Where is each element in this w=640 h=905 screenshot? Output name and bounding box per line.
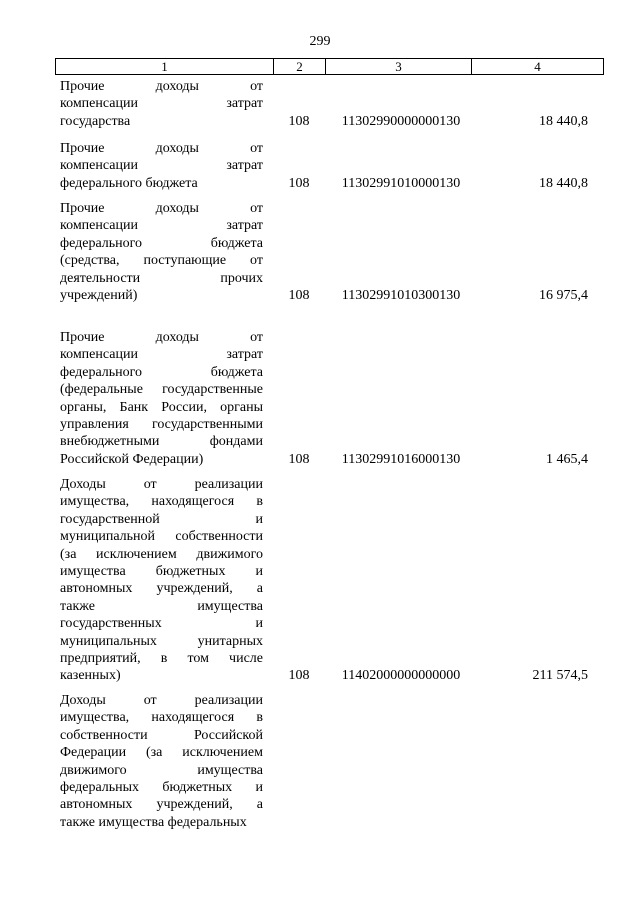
description-line: органы, Банк России, органы <box>60 399 263 415</box>
description-line: движимого имущества <box>60 762 263 778</box>
description-line: федерального бюджета <box>60 235 263 251</box>
row-admin-code: 108 <box>288 175 310 191</box>
row-kbk-code: 11302990000000130 <box>341 113 461 129</box>
header-col-2: 2 <box>274 59 326 74</box>
description-line: федерального бюджета <box>60 175 198 191</box>
table-header <box>55 58 604 75</box>
description-line: компенсации затрат <box>60 218 263 234</box>
row-admin-code: 108 <box>288 113 310 129</box>
description-line: государственных и <box>60 616 263 632</box>
row-kbk-code: 11402000000000000 <box>341 668 461 684</box>
description-line: имущества бюджетных и <box>60 564 263 580</box>
description-line: Доходы от реализации <box>60 477 263 492</box>
row-amount: 18 440,8 <box>539 113 588 129</box>
description-line: автономных учреждений, а <box>60 797 263 813</box>
header-col-3: 3 <box>326 59 472 74</box>
description-line: муниципальных унитарных <box>60 633 263 649</box>
description-line: деятельности прочих <box>60 270 263 286</box>
row-amount: 18 440,8 <box>539 175 588 191</box>
description-line: учреждений) <box>60 288 138 304</box>
description-line: имущества, находящегося в <box>60 494 263 510</box>
description-line: автономных учреждений, а <box>60 581 263 597</box>
row-kbk-code: 11302991016000130 <box>341 451 461 467</box>
description-line: Прочие доходы от <box>60 79 263 94</box>
description-line: государства <box>60 113 131 129</box>
header-col-4: 4 <box>534 59 541 74</box>
description-line: компенсации затрат <box>60 96 263 112</box>
header-col-1: 1 <box>56 59 274 74</box>
description-line: Прочие доходы от <box>60 201 263 216</box>
row-description <box>60 140 263 192</box>
row-description <box>60 78 263 130</box>
description-line: также имущества федеральных <box>60 814 247 830</box>
description-line: Федерации (за исключением <box>60 745 263 761</box>
description-line: компенсации затрат <box>60 158 263 174</box>
row-description <box>60 200 263 304</box>
page-number: 299 <box>309 34 331 49</box>
row-admin-code: 108 <box>288 288 310 303</box>
description-line: муниципальной собственности <box>60 529 263 545</box>
description-line: внебюджетными фондами <box>60 434 263 450</box>
row-amount: 1 465,4 <box>546 451 588 467</box>
description-line: государственной и <box>60 511 263 527</box>
row-description <box>60 692 263 831</box>
description-line: управления государственными <box>60 417 263 433</box>
row-admin-code: 108 <box>288 451 310 467</box>
description-line: Доходы от реализации <box>60 693 263 708</box>
description-line: федеральных бюджетных и <box>60 780 263 796</box>
description-line: Прочие доходы от <box>60 330 263 345</box>
row-description <box>60 329 263 468</box>
description-line: (средства, поступающие от <box>60 253 263 269</box>
row-admin-code: 108 <box>288 668 310 684</box>
description-line: имущества, находящегося в <box>60 710 263 726</box>
row-amount: 16 975,4 <box>539 288 588 303</box>
description-line: также имущества <box>60 598 263 614</box>
description-line: компенсации затрат <box>60 347 263 363</box>
description-line: казенных) <box>60 668 121 684</box>
description-line: предприятий, в том числе <box>60 651 263 667</box>
row-amount: 211 574,5 <box>532 668 588 684</box>
description-line: Российской Федерации) <box>60 451 204 467</box>
description-line: федерального бюджета <box>60 364 263 380</box>
row-kbk-code: 11302991010300130 <box>341 288 461 303</box>
description-line: собственности Российской <box>60 727 263 743</box>
description-line: (за исключением движимого <box>60 546 263 562</box>
description-line: Прочие доходы от <box>60 141 263 156</box>
row-kbk-code: 11302991010000130 <box>341 175 461 191</box>
description-line: (федеральные государственные <box>60 382 263 398</box>
row-description <box>60 476 263 685</box>
